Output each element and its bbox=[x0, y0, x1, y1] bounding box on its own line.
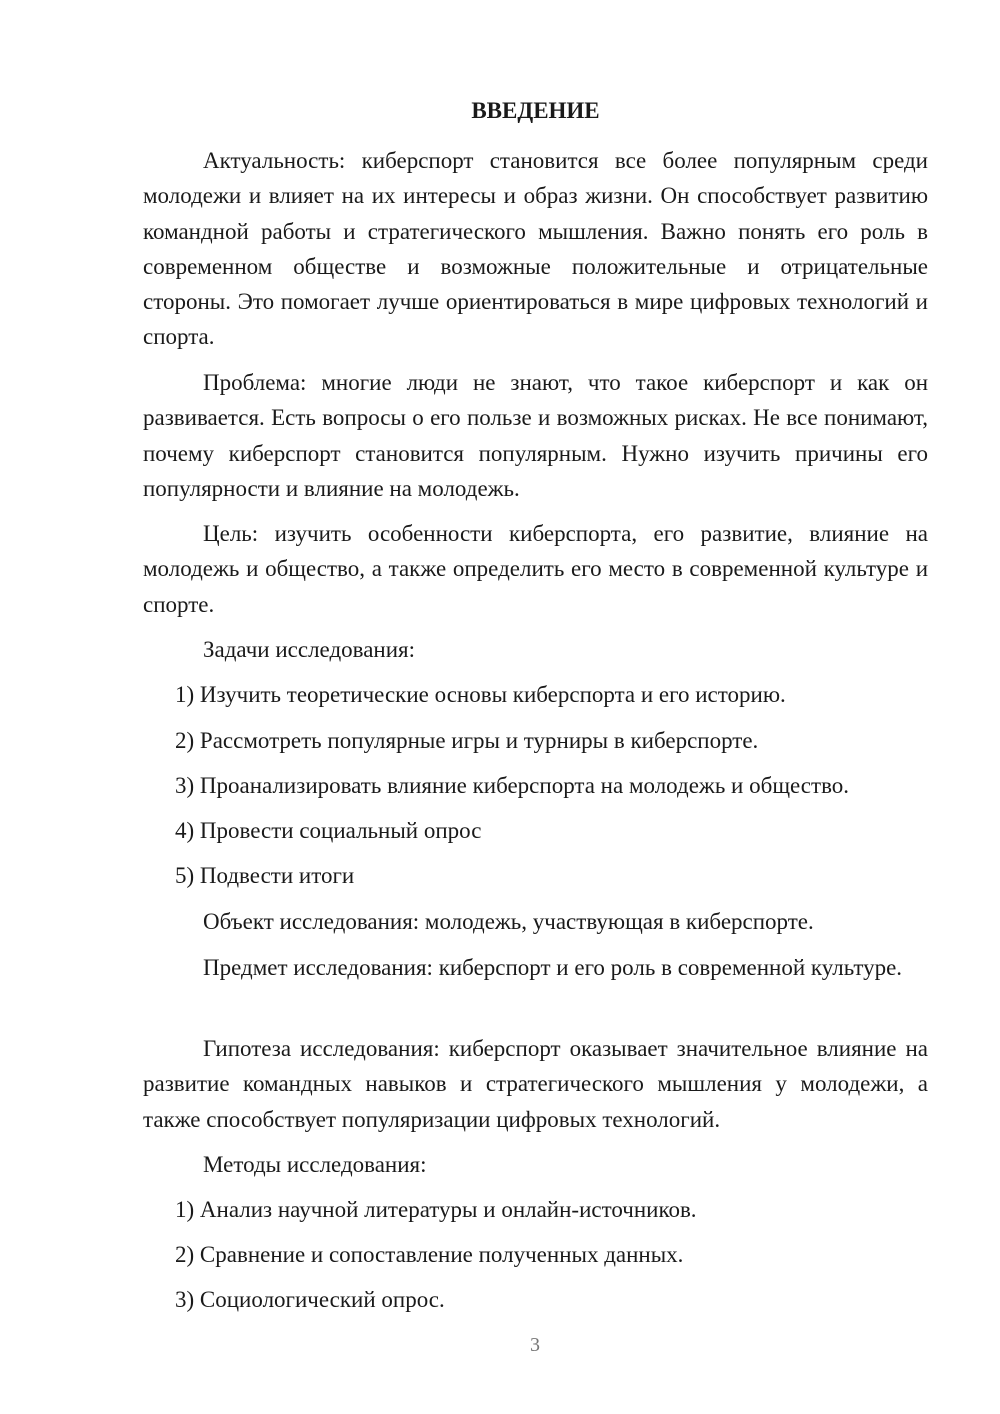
task-item-3: 3) Проанализировать влияние киберспорта на молодежь и общество. bbox=[175, 773, 850, 798]
task-item-5: 5) Подвести итоги bbox=[175, 863, 355, 888]
relevance-paragraph: Актуальность: киберспорт становится все более популярным среди молодежи и влияет на их интересы и образ жизни. Он способствует развитию командной работы и стратегического мышления. Важно понять его роль в современном обществе и возможные положительные и отрицательные стороны. Это помогает лучше ориентироваться в мире цифровых технологий и спорта. bbox=[143, 148, 928, 350]
problem-paragraph: Проблема: многие люди не знают, что такое киберспорт и как он развивается. Есть вопросы о его пользе и возможных рисках. Не все понимают, почему киберспорт становится популярным. Нужно изучить причины его популярности и влияние на молодежь. bbox=[143, 370, 928, 501]
page-title: ВВЕДЕНИЕ bbox=[471, 98, 600, 123]
object-paragraph: Объект исследования: молодежь, участвующая в киберспорте. bbox=[203, 909, 814, 934]
task-item-2: 2) Рассмотреть популярные игры и турниры в киберспорте. bbox=[175, 728, 759, 753]
tasks-heading: Задачи исследования: bbox=[203, 637, 416, 662]
method-item-2: 2) Сравнение и сопоставление полученных данных. bbox=[175, 1242, 684, 1267]
goal-paragraph: Цель: изучить особенности киберспорта, его развитие, влияние на молодежь и общество, а также определить его место в современной культуре и спорте. bbox=[143, 521, 928, 617]
method-item-3: 3) Социологический опрос. bbox=[175, 1287, 445, 1312]
method-item-1: 1) Анализ научной литературы и онлайн-источников. bbox=[175, 1197, 697, 1222]
hypothesis-paragraph: Гипотеза исследования: киберспорт оказывает значительное влияние на развитие командных навыков и стратегического мышления у молодежи, а также способствует популяризации цифровых технологий. bbox=[143, 1036, 928, 1132]
page-number: 3 bbox=[530, 1334, 540, 1356]
task-item-1: 1) Изучить теоретические основы киберспорта и его историю. bbox=[175, 682, 786, 707]
task-item-4: 4) Провести социальный опрос bbox=[175, 818, 482, 843]
methods-heading: Методы исследования: bbox=[203, 1152, 427, 1177]
subject-paragraph: Предмет исследования: киберспорт и его роль в современной культуре. bbox=[203, 955, 903, 980]
